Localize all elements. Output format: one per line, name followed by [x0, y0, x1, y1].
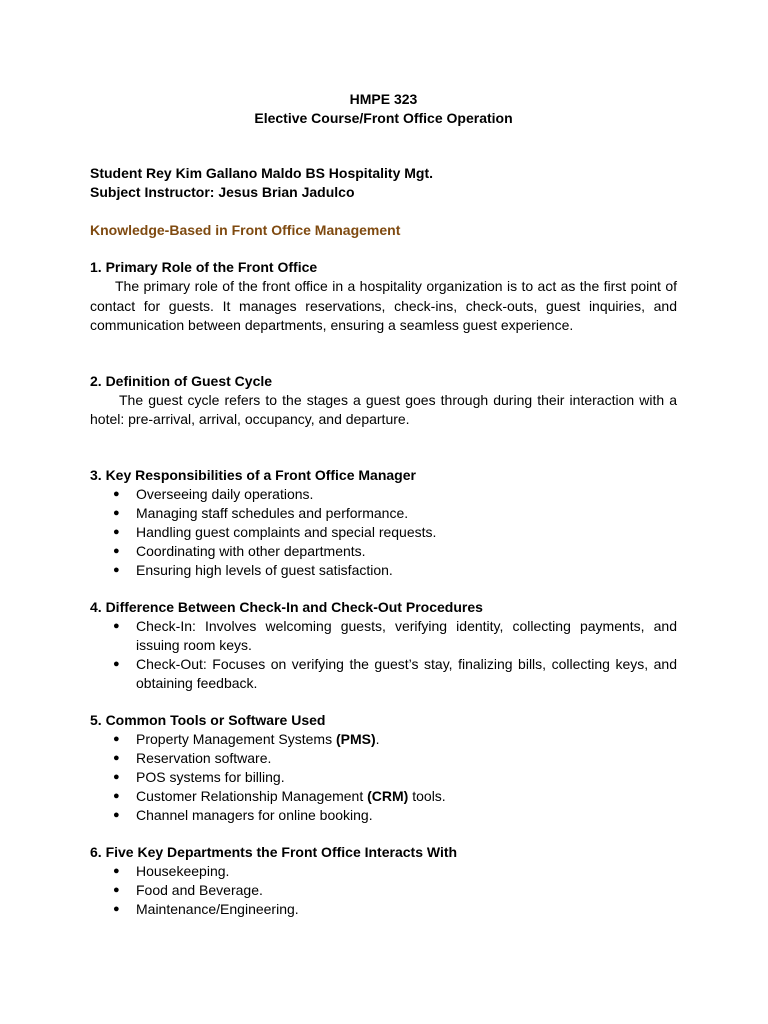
student-name: Student Rey Kim Gallano Maldo BS Hospitality Mgt. — [90, 165, 434, 181]
list-item: ● Coordinating with other departments. — [113, 542, 366, 559]
bullet-icon: ● — [113, 544, 120, 557]
bullet-icon: ● — [113, 487, 120, 500]
bullet-icon: ● — [113, 883, 120, 896]
section-heading: Knowledge-Based in Front Office Management — [90, 222, 401, 238]
section-1-title: 1. Primary Role of the Front Office — [90, 259, 318, 275]
bullet-icon: ● — [113, 619, 120, 632]
list-item: ● Ensuring high levels of guest satisfaction. — [113, 561, 393, 578]
section-4-title: 4. Difference Between Check-In and Check-Out Procedures — [90, 598, 483, 615]
section-2-title: 2. Definition of Guest Cycle — [90, 372, 273, 389]
bullet-icon: ● — [113, 657, 120, 670]
bullet-icon: ● — [113, 770, 120, 783]
section-6-list — [90, 862, 677, 919]
bullet-icon: ● — [113, 789, 120, 802]
list-item: ● Channel managers for online booking. — [113, 806, 373, 823]
document-page — [90, 90, 677, 919]
list-item: ● Check-In: Involves welcoming guests, verifying identity, collecting payments, and issuing room keys. — [113, 617, 677, 653]
list-item: ● Managing staff schedules and performance. — [113, 504, 409, 521]
section-3-title: 3. Key Responsibilities of a Front Office Manager — [90, 466, 416, 483]
list-item: ● Reservation software. — [113, 749, 272, 766]
list-item: ● Housekeeping. — [113, 862, 230, 879]
section-6-title: 6. Five Key Departments the Front Office Interacts With — [90, 843, 458, 860]
section-2-body: The guest cycle refers to the stages a guest goes through during their interaction with a hotel: pre-arrival, arrival, occupancy, and departure. — [90, 391, 677, 427]
bullet-icon: ● — [113, 808, 120, 821]
course-title: Elective Course/Front Office Operation — [254, 110, 513, 126]
section-5-list — [90, 730, 677, 825]
section-1-body: The primary role of the front office in a hospitality organization is to act as the first point of contact for guests. It manages reservations, check-ins, check-outs, guest inquiries, and communication between departments, ensuring a seamless guest experience. — [90, 278, 677, 333]
section-3-list — [90, 485, 677, 580]
bullet-icon: ● — [113, 525, 120, 538]
bullet-icon: ● — [113, 902, 120, 915]
bullet-icon: ● — [113, 751, 120, 764]
bullet-icon: ● — [113, 506, 120, 519]
section-5-title: 5. Common Tools or Software Used — [90, 711, 326, 728]
bullet-icon: ● — [113, 563, 120, 576]
list-item: ● Handling guest complaints and special requests. — [113, 523, 437, 540]
list-item: ● Overseeing daily operations. — [113, 485, 314, 502]
list-item: ● POS systems for billing. — [113, 768, 285, 785]
list-item: ● Check-Out: Focuses on verifying the guest’s stay, finalizing bills, collecting keys, and obtaining feedback. — [113, 655, 677, 691]
section-4-list — [90, 617, 677, 693]
list-item: ● Property Management Systems (PMS). — [113, 730, 380, 747]
bullet-icon: ● — [113, 732, 120, 745]
bullet-icon: ● — [113, 864, 120, 877]
list-item: ● Food and Beverage. — [113, 881, 263, 898]
subject-instructor: Subject Instructor: Jesus Brian Jadulco — [90, 184, 355, 200]
course-code: HMPE 323 — [349, 91, 418, 107]
list-item: ● Customer Relationship Management (CRM) tools. — [113, 787, 446, 804]
list-item: ● Maintenance/Engineering. — [113, 900, 299, 917]
